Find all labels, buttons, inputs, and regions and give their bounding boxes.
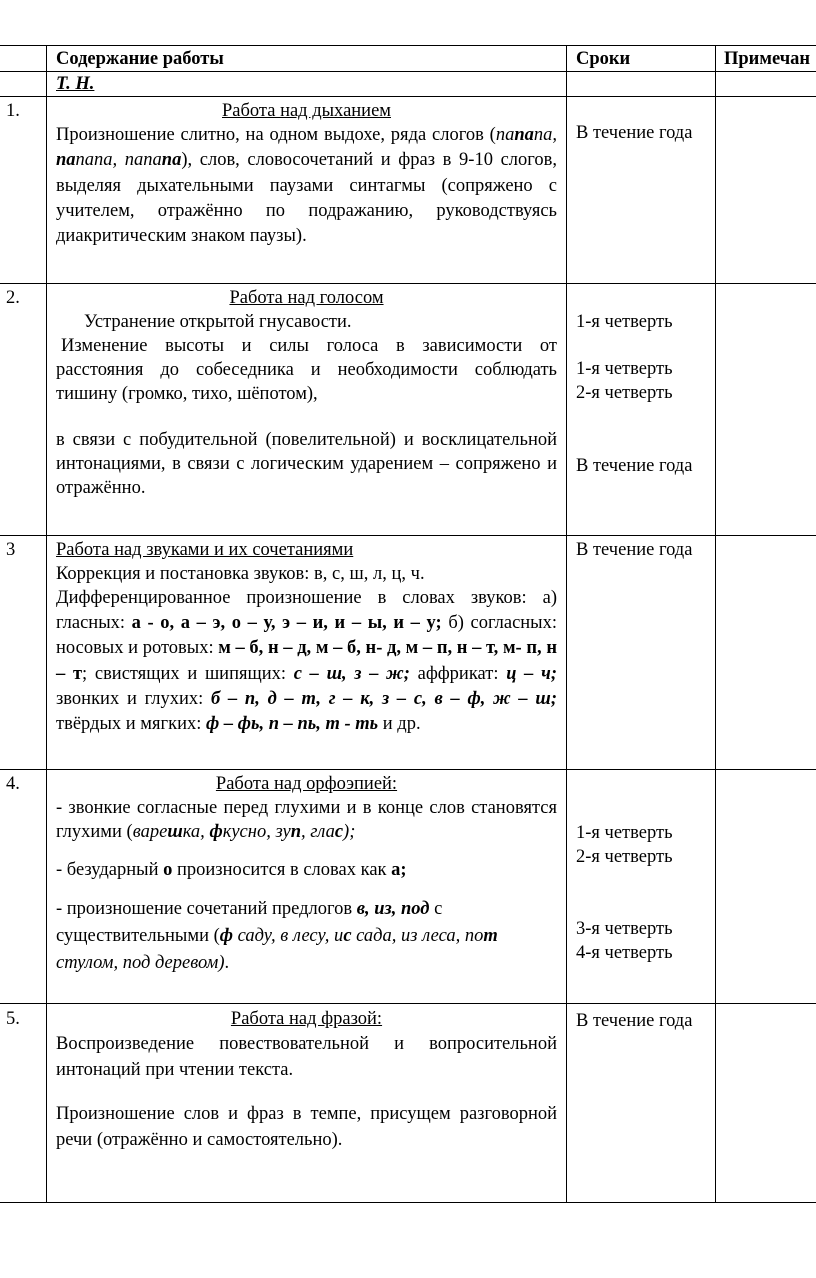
paragraph: Воспроизведение повествовательной и вопросительной интонаций при чтении текста. <box>56 1034 557 1080</box>
paragraph: Изменение высоты и силы голоса в зависимости от расстояния до собеседника и необходимости соблюдать тишину (громко, тихо, шёпотом), <box>56 336 557 404</box>
term-cell: 3-я четверть <box>576 919 673 939</box>
term-cell: В течение года <box>576 123 693 143</box>
column-divider <box>566 45 567 1203</box>
column-divider <box>46 45 47 1203</box>
paragraph: Устранение открытой гнусавости. <box>84 312 352 332</box>
section-title: Работа над голосом <box>229 288 384 308</box>
row-number: 3 <box>6 540 16 560</box>
row-divider <box>0 45 816 46</box>
subheader-row <box>56 72 557 96</box>
term-cell: В течение года <box>576 540 693 560</box>
row-divider <box>0 535 816 536</box>
row-number: 2. <box>6 288 20 308</box>
section-title: Работа над дыханием <box>222 101 391 121</box>
row-number: 4. <box>6 774 20 794</box>
section-title: Работа над орфоэпией: <box>215 774 398 794</box>
column-divider <box>715 45 716 1203</box>
row-content <box>56 538 557 737</box>
term-cell: В течение года <box>576 456 693 476</box>
term-cell: 2-я четверть <box>576 383 673 403</box>
term-cell: 1-я четверть <box>576 823 673 843</box>
row-content <box>56 99 557 249</box>
term-cell: 4-я четверть <box>576 943 673 963</box>
term-cell: 2-я четверть <box>576 847 673 867</box>
section-title: Работа над фразой: <box>230 1009 383 1029</box>
paragraph: Коррекция и постановка звуков: в, с, ш, л, ц, ч. <box>56 564 425 584</box>
header-notes: Примечан <box>724 49 811 69</box>
row-content <box>56 286 557 500</box>
row-divider <box>0 769 816 770</box>
paragraph: - произношение сочетаний предлогов в, из, под с существительными (ф саду, в лесу, ис сада, из леса, пот стулом, под деревом). <box>56 899 498 973</box>
paragraph: Произношение слитно, на одном выдохе, ряда слогов (папапа, папапа, папапа), слов, словосочетаний и фраз в 9-10 слогов, выделяя дыхательными паузами синтагмы (сопряжено с учителем, отражённо по подражанию, руководствуясь диакритическим знаком паузы). <box>56 125 557 247</box>
term-cell: 1-я четверть <box>576 312 673 332</box>
paragraph: - безударный о произносится в словах как а; <box>56 860 407 880</box>
section-title: Работа над звуками и их сочетаниями <box>56 540 354 560</box>
paragraph: - звонкие согласные перед глухими и в конце слов становятся глухими (варешка, фкусно, зуп, глас); <box>56 798 557 842</box>
term-cell: В течение года <box>576 1011 693 1031</box>
paragraph: Дифференцированное произношение в словах звуков: а) гласных: а - о, а – э, о – у, э – и, и – ы, и – у; б) согласных: носовых и ротовых: м – б, н – д, м – б, н- д, м – п, н – т, м- п, н – т; свистящих и шипящих: с – ш, з – ж; аффрикат: ц – ч; звонких и глухих: б – п, д – т, г – к, з – с, в – ф, ж – ш; твёрдых и мягких: ф – фь, п – пь, т - ть и др. <box>56 588 557 735</box>
row-divider <box>0 96 816 97</box>
row-content <box>56 1007 557 1153</box>
subheader-label: Т. Н. <box>56 74 95 94</box>
paragraph: в связи с побудительной (повелительной) и восклицательной интонациями, в связи с логическим ударением – сопряжено и отражённо. <box>56 430 557 498</box>
term-cell: 1-я четверть <box>576 359 673 379</box>
row-content <box>56 772 557 977</box>
header-content: Содержание работы <box>56 49 224 69</box>
row-divider <box>0 1003 816 1004</box>
row-divider <box>0 283 816 284</box>
row-divider <box>0 1202 816 1203</box>
row-number: 1. <box>6 101 20 121</box>
paragraph: Произношение слов и фраз в темпе, присущем разговорной речи (отражённо и самостоятельно). <box>56 1104 557 1150</box>
row-number: 5. <box>6 1009 20 1029</box>
header-terms: Сроки <box>576 49 631 69</box>
